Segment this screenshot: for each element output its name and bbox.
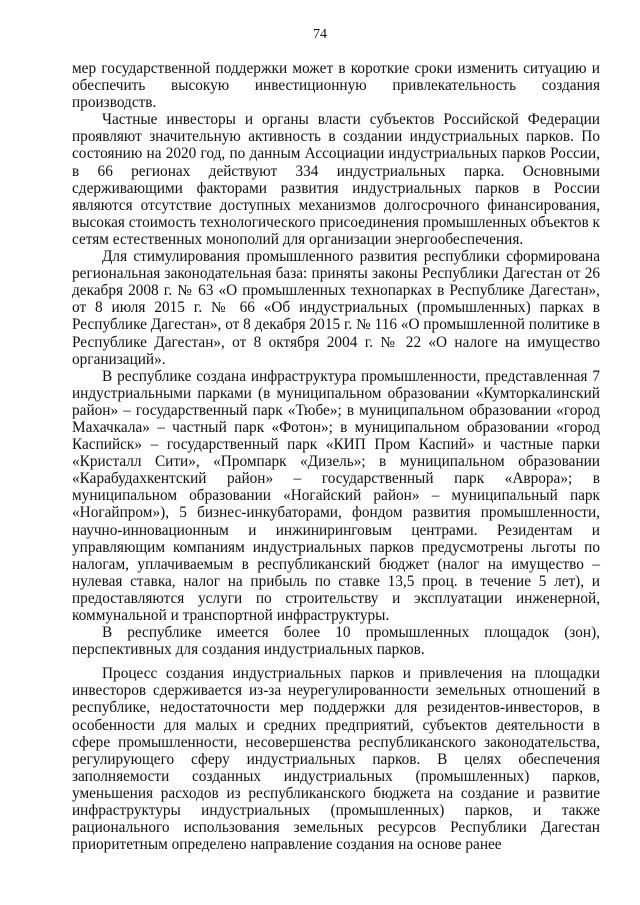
paragraph: В республике создана инфраструктура промышленности, представленная 7 индустриальными парками (в муниципальном образовании «Кумторкалинский район» – государственный парк «Тюбе»; в муниципальном образовании «город Махачкала» – частный парк «Фотон»; в муниципальном образовании «город Каспийск» – государственный парк «КИП Пром Каспий» и частные парки «Кристалл Сити», «Промпарк «Дизель»; в муниципальном образовании «Карабудахкентский район» – государственный парк «Аврора»; в муниципальном образовании «Ногайский район» – муниципальный парк «Ногайпром»), 5 бизнес-инкубаторами, фондом развития промышленности, научно-инновационным и инжиниринговым центрами. Резидентам и управляющим компаниям индустриальных парков предусмотрены льготы по налогам, уплачиваемым в республиканский бюджет (налог на имущество – нулевая ставка, налог на прибыль по ставке 13,5 проц. в течение 5 лет), и предоставляются услуги по строительству и эксплуатации инженерной, коммунальной и транспортной инфраструктуры. <box>72 367 600 624</box>
paragraph: В республике имеется более 10 промышленных площадок (зон), перспективных для создания индустриальных парков. <box>72 624 600 659</box>
paragraph: Процесс создания индустриальных парков и привлечения на площадки инвесторов сдерживается из-за неурегулированности земельных отношений в республике, недостаточности мер поддержки для резидентов-инвесторов, в особенности для малых и средних предприятий, субъектов деятельности в сфере промышленности, несовершенства республиканского законодательства, регулирующего сферу индустриальных парков. В целях обеспечения заполняемости созданных индустриальных (промышленных) парков, уменьшения расходов из республиканского бюджета на создание и развитие инфраструктуры индустриальных (промышленных) парков, и также рационального использования земельных ресурсов Республики Дагестан приоритетным определено направление создания на основе ранее <box>72 665 600 854</box>
body-text <box>72 60 600 853</box>
page-number: 74 <box>313 27 327 42</box>
paragraph: мер государственной поддержки может в короткие сроки изменить ситуацию и обеспечить высокую инвестиционную привлекательность создания производств. <box>72 60 600 112</box>
paragraph: Частные инвесторы и органы власти субъектов Российской Федерации проявляют значительную активность в создании индустриальных парков. По состоянию на 2020 год, по данным Ассоциации индустриальных парков России, в 66 регионах действуют 334 индустриальных парка. Основными сдерживающими факторами развития индустриальных парков в России являются отсутствие доступных механизмов долгосрочного финансирования, высокая стоимость технологического присоединения промышленных объектов к сетям естественных монополий для организации энергообеспечения. <box>72 111 600 248</box>
paragraph: Для стимулирования промышленного развития республики сформирована региональная законодательная база: приняты законы Республики Дагестан от 26 декабря 2008 г. № 63 «О промышленных технопарках в Республике Дагестан», от 8 июля 2015 г. № 66 «Об индустриальных (промышленных) парках в Республике Дагестан», от 8 декабря 2015 г. № 116 «О промышленной политике в Республике Дагестан», от 8 октября 2004 г. № 22 «О налоге на имущество организаций». <box>72 248 600 368</box>
